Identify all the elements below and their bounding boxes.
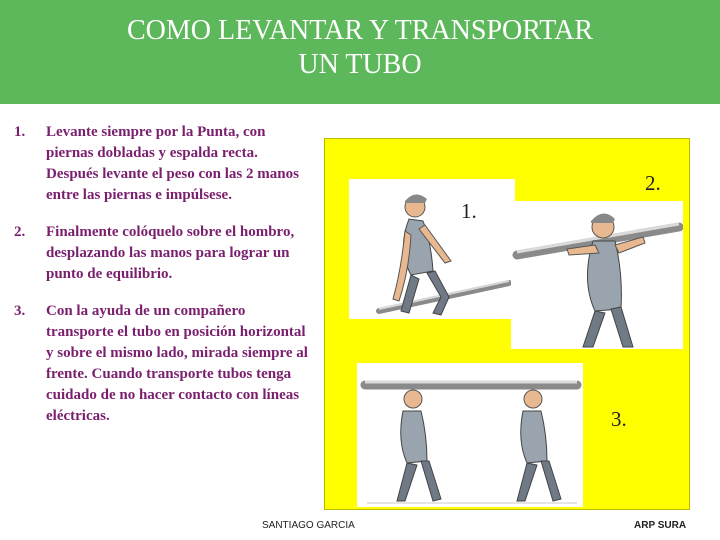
label-3: 3. [611, 407, 627, 431]
illustration-lifting [349, 179, 515, 319]
title-banner [0, 0, 720, 104]
illustration-panel [324, 138, 690, 510]
step-3-text: Con la ayuda de un compañero transporte el tubo en posición horizontal y sobre el mismo lado, mirada siempre al frente. Cuando transporte tubos tenga cuidado de no hacer contacto con líneas eléctricas. [46, 303, 308, 424]
title-line-1: COMO LEVANTAR Y TRANSPORTAR [126, 15, 593, 46]
step-1-text: Levante siempre por la Punta, con piernas dobladas y espalda recta. Después levante el peso con las 2 manos entre las piernas e impúlsese. [46, 124, 299, 203]
step-1 [14, 122, 314, 206]
instruction-list [14, 122, 314, 443]
title-line-2: UN TUBO [298, 49, 422, 80]
worker-shoulder-icon [511, 201, 683, 349]
step-2-number: 2. [14, 224, 26, 240]
author-credit: SANTIAGO GARCIA [262, 520, 355, 531]
step-2 [14, 222, 314, 285]
worker-lifting-icon [349, 179, 515, 319]
label-1: 1. [461, 199, 477, 223]
illustration-shoulder [511, 201, 683, 349]
illustration-team-carry [357, 363, 583, 507]
organization-name: ARP SURA [634, 520, 687, 531]
label-2: 2. [645, 171, 661, 195]
step-2-text: Finalmente colóquelo sobre el hombro, desplazando las manos para lograr un punto de equilibrio. [46, 224, 295, 282]
slide-title [60, 14, 660, 82]
step-1-number: 1. [14, 124, 26, 140]
step-3 [14, 301, 314, 427]
step-3-number: 3. [14, 303, 26, 319]
workers-carrying-icon [357, 363, 583, 507]
